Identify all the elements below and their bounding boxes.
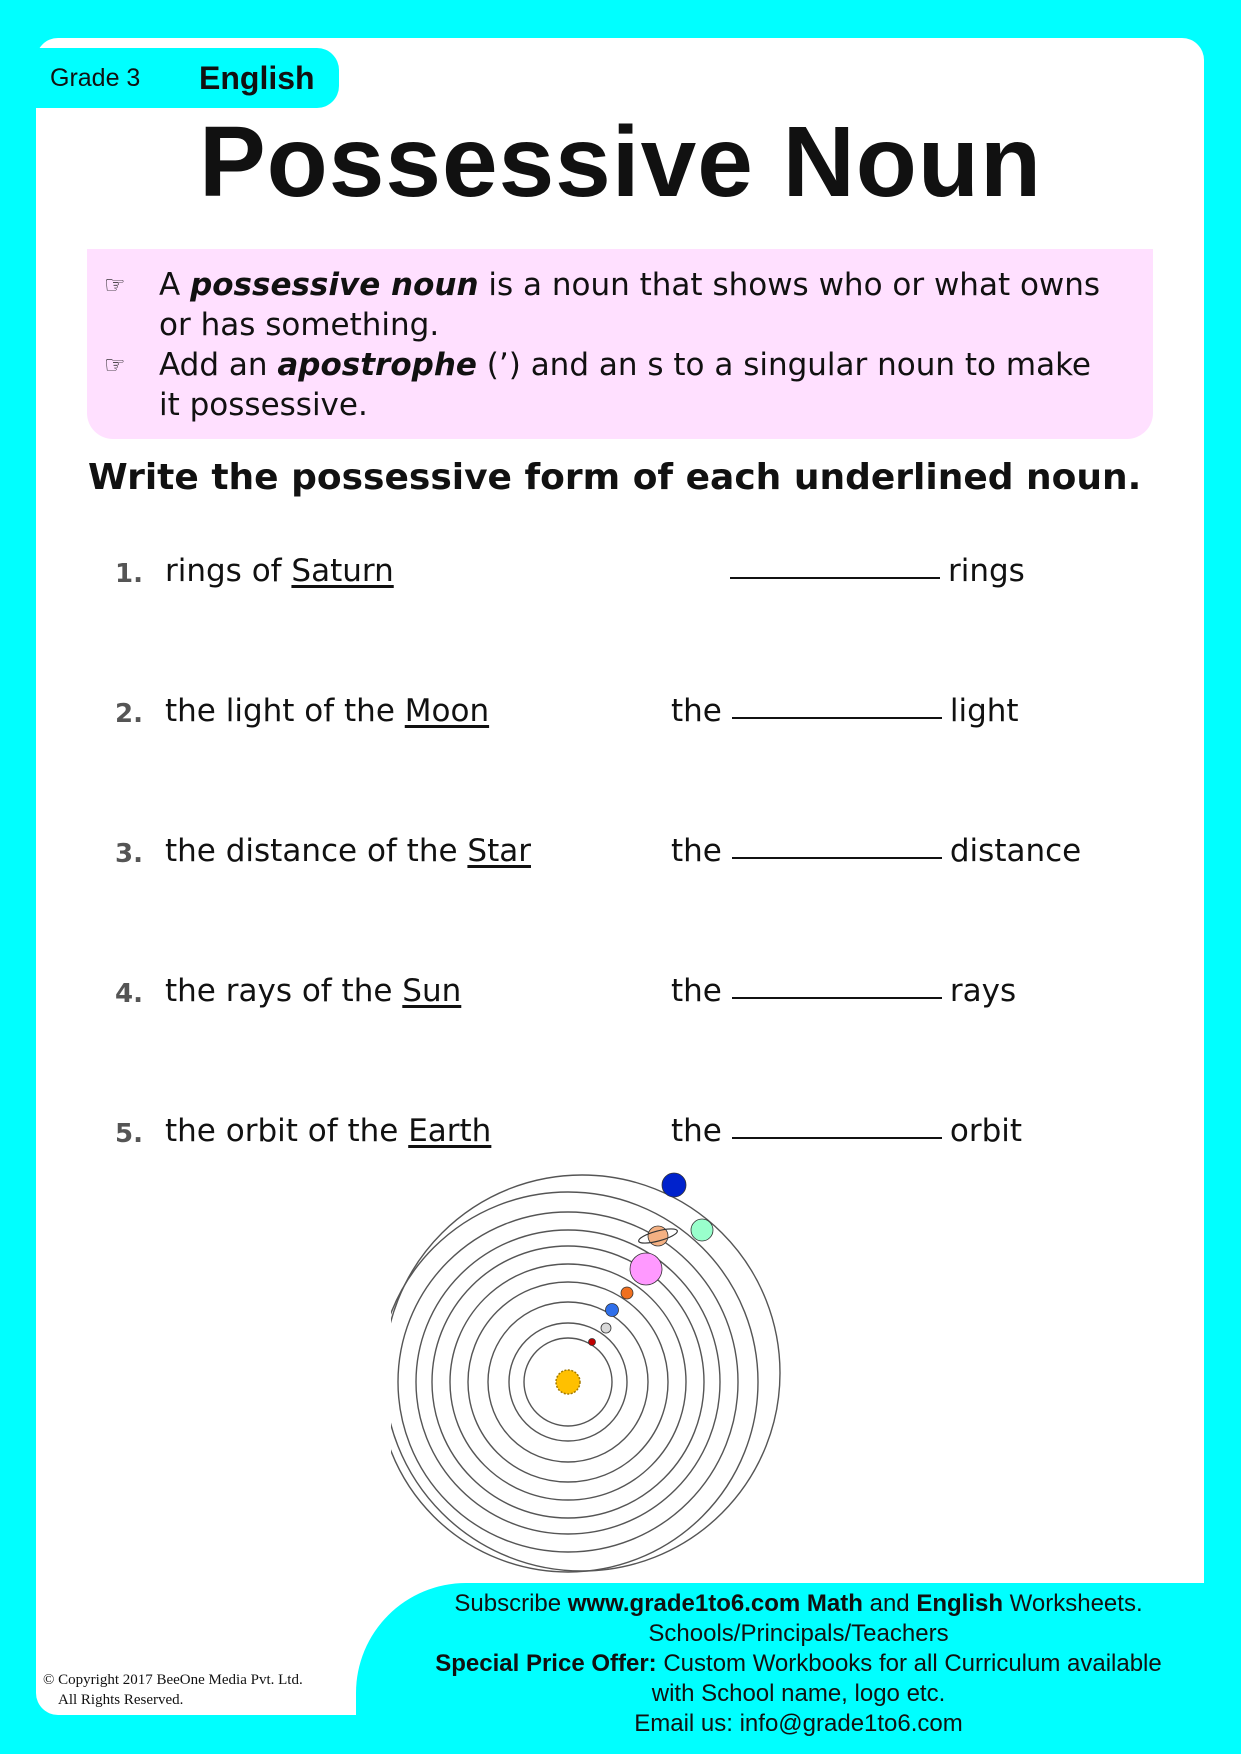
answer-blank-4[interactable] — [732, 996, 942, 999]
sun-icon — [556, 1370, 580, 1394]
copyright: © Copyright 2017 BeeOne Media Pvt. Ltd. All Rights Reserved. — [43, 1672, 303, 1708]
neptune-icon — [662, 1173, 686, 1197]
underlined-noun: Sun — [402, 973, 462, 1009]
website-link[interactable]: www.grade1to6.com Math — [567, 1590, 863, 1617]
rule-box — [87, 249, 1153, 439]
rule-1: ☞ A possessive noun is a noun that shows who or what owns or has something. — [104, 267, 1101, 343]
answer-5: the orbit — [671, 1113, 1023, 1149]
underlined-noun: Star — [467, 833, 531, 869]
jupiter-icon — [630, 1253, 662, 1285]
answer-blank-3[interactable] — [732, 856, 942, 859]
mercury-icon — [589, 1339, 596, 1346]
instruction: Write the possessive form of each underlined noun. — [88, 457, 1142, 498]
underlined-noun: Saturn — [291, 553, 394, 589]
footer-line-2: Schools/Principals/Teachers — [648, 1620, 949, 1647]
rule-term: possessive noun — [190, 267, 479, 303]
solar-system-illustration — [391, 1166, 801, 1576]
pointing-hand-icon: ☞ — [104, 271, 126, 299]
answer-2: the light — [671, 693, 1019, 729]
earth-icon — [606, 1304, 619, 1317]
answer-1: rings — [720, 553, 1025, 589]
underlined-noun: Earth — [408, 1113, 492, 1149]
pointing-hand-icon: ☞ — [104, 351, 126, 379]
grade-label: Grade 3 — [50, 64, 141, 92]
footer-line-4: with School name, logo etc. — [651, 1680, 946, 1707]
page-title: Possessive Noun — [198, 106, 1043, 218]
venus-icon — [601, 1323, 611, 1333]
underlined-noun: Moon — [404, 693, 490, 729]
answer-blank-2[interactable] — [732, 716, 942, 719]
answer-blank-5[interactable] — [732, 1136, 942, 1139]
rule-2: ☞ Add an apostrophe (’) and an s to a singular noun to make it possessive. — [104, 347, 1091, 423]
footer-line-1: Subscribe www.grade1to6.com Math and English Worksheets. — [454, 1590, 1143, 1617]
footer-email[interactable]: Email us: info@grade1to6.com — [634, 1710, 963, 1737]
answer-3: the distance — [671, 833, 1082, 869]
answer-blank-1[interactable] — [730, 576, 940, 579]
orbit-rings — [391, 1175, 780, 1572]
rule-term: apostrophe — [277, 347, 477, 383]
subject-label: English — [199, 60, 315, 96]
mars-icon — [621, 1287, 633, 1299]
footer-line-3: Special Price Offer: Custom Workbooks for all Curriculum available — [435, 1650, 1162, 1677]
grade-tab — [36, 48, 339, 108]
uranus-icon — [691, 1219, 713, 1241]
answer-4: the rays — [671, 973, 1017, 1009]
